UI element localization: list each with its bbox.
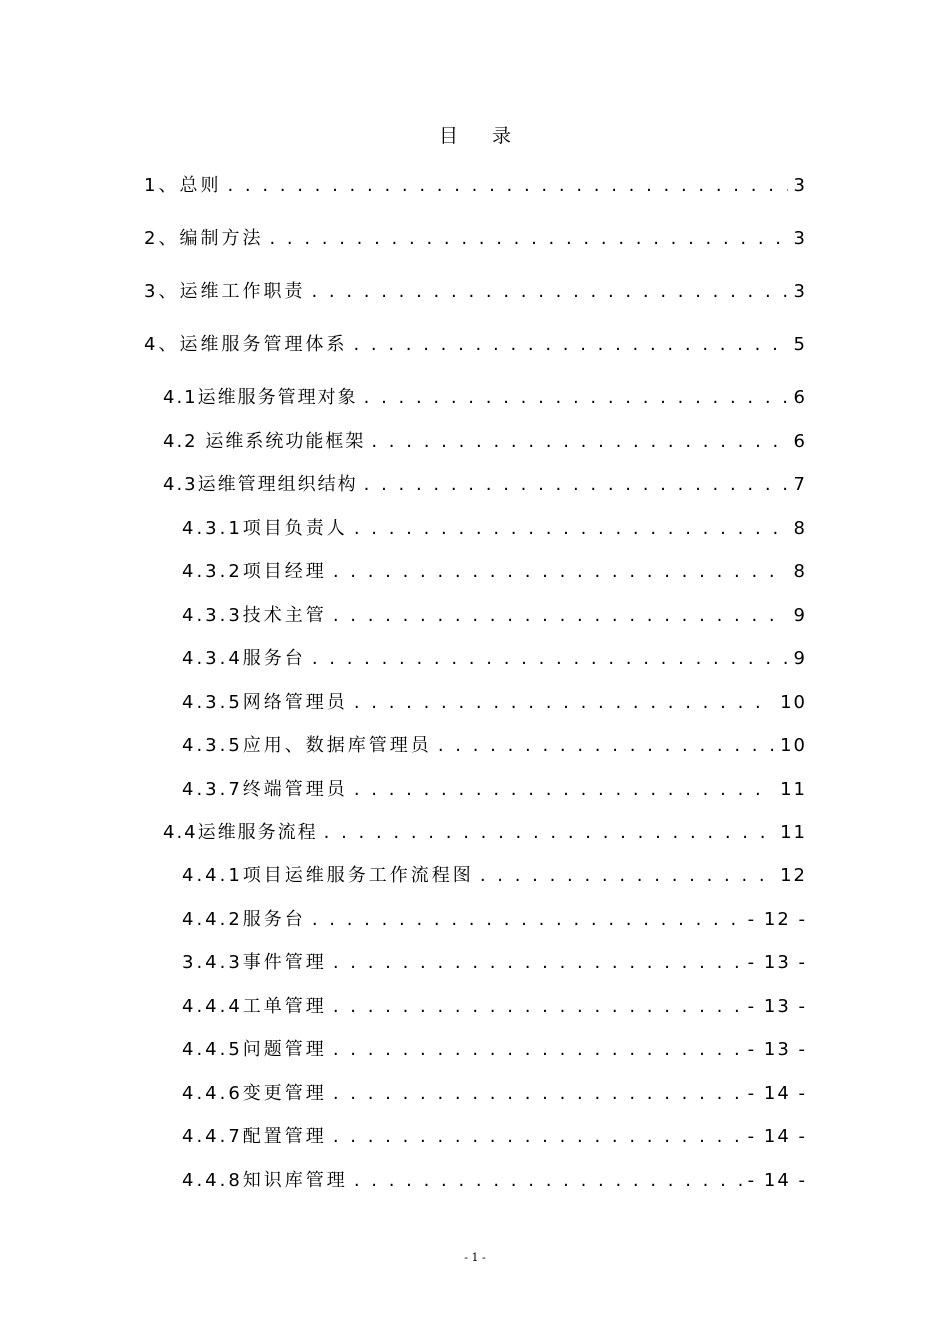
toc-entry-page: 8 <box>793 561 807 582</box>
toc-entry[interactable] <box>182 1167 807 1195</box>
toc-entry-label: 4.3运维管理组织结构 <box>163 474 358 495</box>
toc-entry-label: 4.4.7配置管理 <box>182 1126 327 1147</box>
toc-dot-leader <box>269 225 787 253</box>
toc-entry-label: 4.4.2服务台 <box>182 909 306 930</box>
toc-entry-label: 4.3.5网络管理员 <box>182 692 348 713</box>
toc-entry-page: - 13 - <box>747 952 807 973</box>
toc-dot-leader <box>354 1167 742 1195</box>
toc-dot-leader <box>354 515 788 543</box>
toc-entry-label: 3、运维工作职责 <box>144 281 306 302</box>
toc-entry-page: 10 <box>780 735 807 756</box>
toc-entry[interactable] <box>182 776 807 804</box>
toc-entry-label: 4.4.4工单管理 <box>182 996 327 1017</box>
toc-entry-page: 9 <box>793 605 807 626</box>
toc-dot-leader <box>333 558 788 586</box>
toc-entry[interactable] <box>182 993 807 1021</box>
toc-dot-leader <box>354 689 774 717</box>
toc-dot-leader <box>438 732 774 760</box>
toc-dot-leader <box>324 819 774 847</box>
toc-entry[interactable] <box>144 225 807 253</box>
toc-entry-label: 4、运维服务管理体系 <box>144 334 348 355</box>
toc-entry-page: 12 <box>780 865 807 886</box>
toc-entry-label: 1、总则 <box>144 175 222 196</box>
toc-entry-page: 11 <box>780 822 807 843</box>
toc-dot-leader <box>333 1080 742 1108</box>
toc-entry-label: 3.4.3事件管理 <box>182 952 327 973</box>
toc-dot-leader <box>312 906 742 934</box>
toc-entry-label: 4.4.5问题管理 <box>182 1039 327 1060</box>
toc-dot-leader <box>480 862 774 890</box>
toc-entry[interactable] <box>182 558 807 586</box>
toc-dot-leader <box>364 471 788 499</box>
toc-entry-label: 4.3.7终端管理员 <box>182 779 348 800</box>
toc-entry[interactable] <box>182 949 807 977</box>
toc-entry-page: 9 <box>793 648 807 669</box>
toc-entry-label: 4.3.4服务台 <box>182 648 306 669</box>
toc-entry-page: 5 <box>793 334 807 355</box>
toc-entry-label: 4.1运维服务管理对象 <box>163 387 358 408</box>
toc-dot-leader <box>371 428 787 456</box>
toc-entry[interactable] <box>144 331 807 359</box>
toc-entry[interactable] <box>182 645 807 673</box>
toc-dot-leader <box>227 172 787 200</box>
toc-dot-leader <box>364 384 788 412</box>
page-title: 目 录 <box>438 125 526 147</box>
toc-entry[interactable] <box>182 1080 807 1108</box>
toc-entry-label: 4.4.8知识库管理 <box>182 1170 348 1191</box>
toc-entry[interactable] <box>163 819 807 847</box>
toc-entry[interactable] <box>182 906 807 934</box>
toc-dot-leader <box>333 1036 742 1064</box>
toc-entry-page: - 13 - <box>747 996 807 1017</box>
toc-entry[interactable] <box>144 172 807 200</box>
toc-entry-page: 3 <box>793 228 807 249</box>
toc-dot-leader <box>311 278 787 306</box>
toc-entry[interactable] <box>163 428 807 456</box>
toc-entry[interactable] <box>144 278 807 306</box>
toc-dot-leader <box>333 993 742 1021</box>
toc-entry-label: 4.3.1项目负责人 <box>182 518 348 539</box>
toc-entry-page: - 13 - <box>747 1039 807 1060</box>
toc-entry-label: 4.4.1项目运维服务工作流程图 <box>182 865 474 886</box>
toc-entry-page: 3 <box>793 281 807 302</box>
toc-dot-leader <box>354 776 774 804</box>
toc-dot-leader <box>312 645 788 673</box>
toc-entry-label: 4.4运维服务流程 <box>163 822 318 843</box>
toc-entry-page: - 14 - <box>747 1126 807 1147</box>
toc-entry-page: 3 <box>793 175 807 196</box>
toc-entry[interactable] <box>182 862 807 890</box>
toc-entry-page: 6 <box>793 387 807 408</box>
toc-entry[interactable] <box>182 602 807 630</box>
toc-entry[interactable] <box>182 732 807 760</box>
footer-page-number: - 1 - <box>464 1251 486 1264</box>
toc-entry[interactable] <box>182 1036 807 1064</box>
toc-entry-page: 6 <box>793 431 807 452</box>
toc-entry[interactable] <box>163 471 807 499</box>
toc-entry[interactable] <box>163 384 807 412</box>
toc-entry[interactable] <box>182 1123 807 1151</box>
toc-entry-label: 4.2 运维系统功能框架 <box>163 431 366 452</box>
toc-entry-page: 10 <box>780 692 807 713</box>
toc-dot-leader <box>333 1123 742 1151</box>
toc-entry-page: - 14 - <box>747 1170 807 1191</box>
toc-dot-leader <box>333 949 742 977</box>
toc-entry[interactable] <box>182 515 807 543</box>
toc-dot-leader <box>353 331 787 359</box>
toc-entry-label: 4.4.6变更管理 <box>182 1083 327 1104</box>
toc-entry-page: - 12 - <box>747 909 807 930</box>
toc-dot-leader <box>333 602 788 630</box>
toc-entry-page: 7 <box>793 474 807 495</box>
toc-entry-label: 2、编制方法 <box>144 228 264 249</box>
toc-entry-page: 8 <box>793 518 807 539</box>
toc-entry-label: 4.3.2项目经理 <box>182 561 327 582</box>
toc-entry-page: - 14 - <box>747 1083 807 1104</box>
toc-entry[interactable] <box>182 689 807 717</box>
toc-entry-page: 11 <box>780 779 807 800</box>
toc-entry-label: 4.3.5应用、数据库管理员 <box>182 735 432 756</box>
toc-entry-label: 4.3.3技术主管 <box>182 605 327 626</box>
